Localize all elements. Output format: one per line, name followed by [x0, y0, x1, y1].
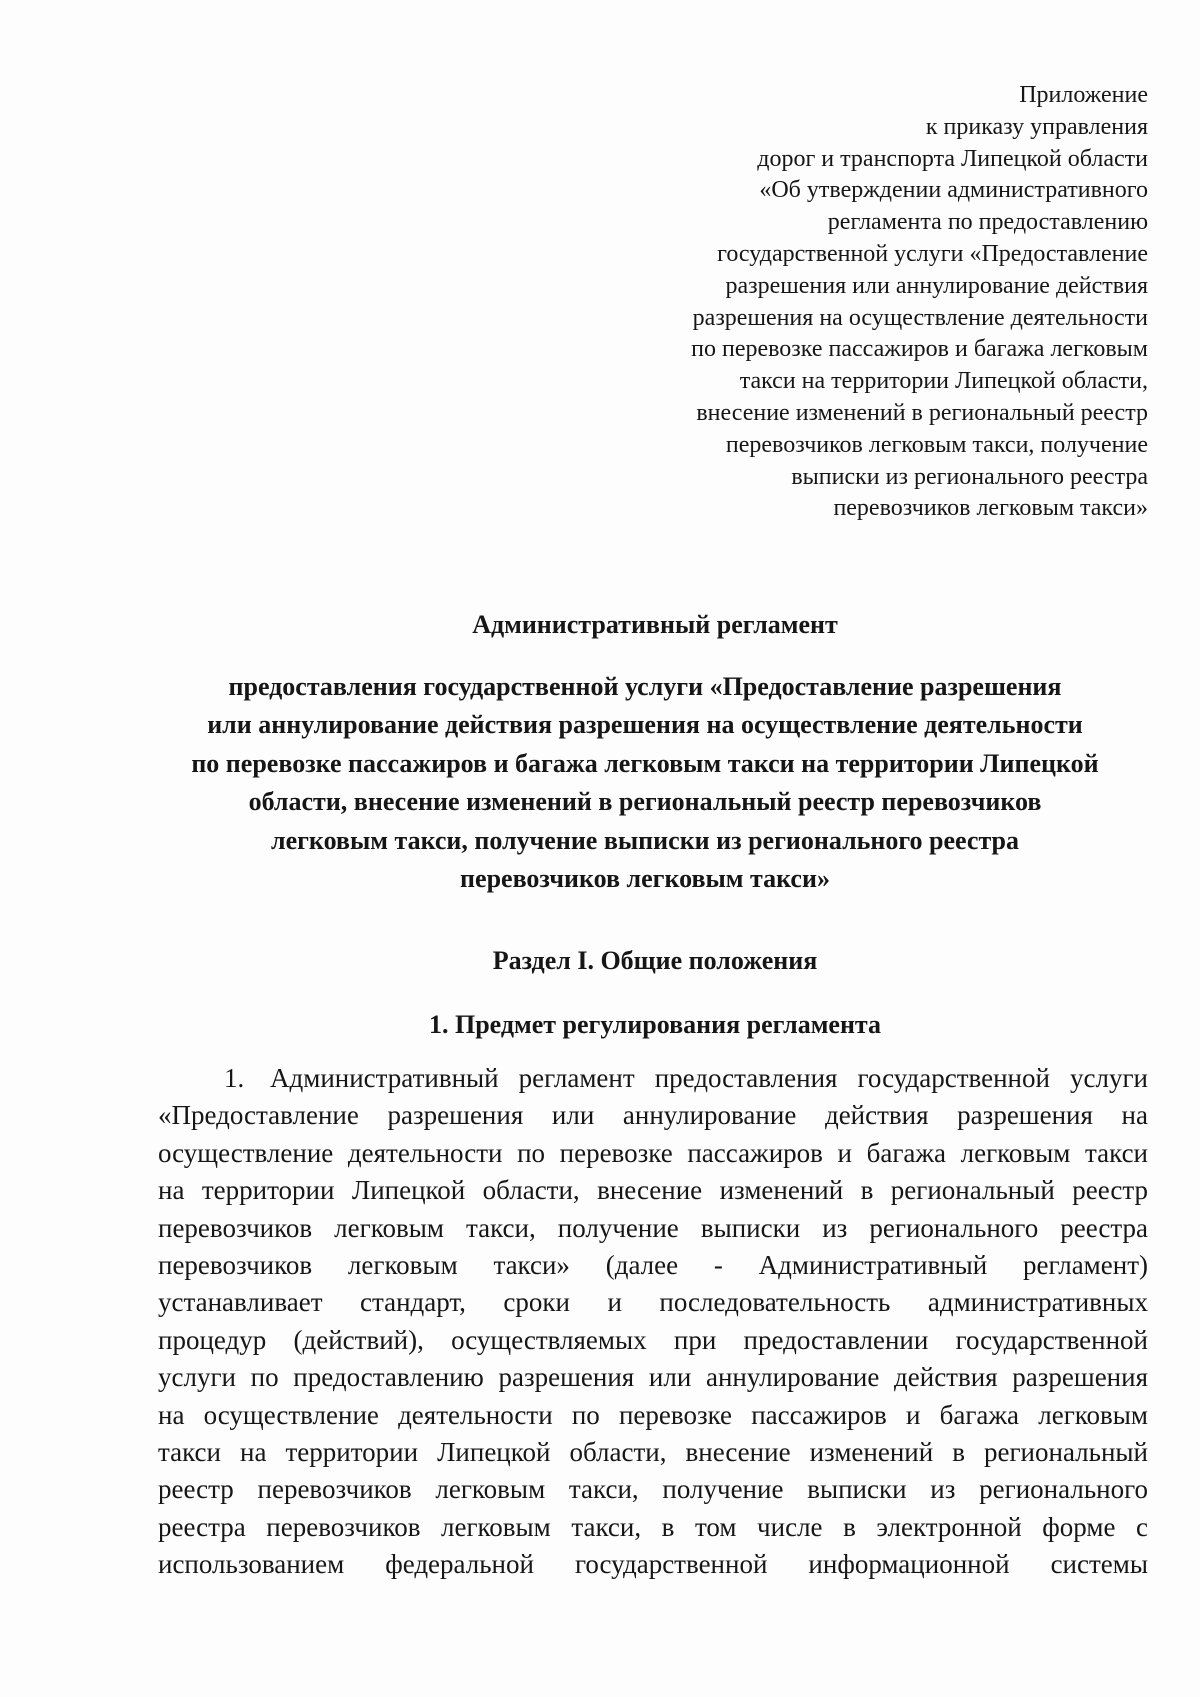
section-title: Раздел I. Общие положения [492, 946, 818, 975]
subtitle-line: предоставления государственной услуги «Предоставление разрешения [228, 672, 1062, 701]
appendix-line: перевозчиков легковым такси» [833, 495, 1148, 522]
paragraph-body [158, 1060, 1148, 1584]
subsection-title: 1. Предмет регулирования регламента [428, 1010, 882, 1039]
paragraph-line: услуги по предоставлению разрешения или аннулирование действия разрешения [158, 1362, 1148, 1393]
appendix-line: «Об утверждении административного [759, 177, 1148, 204]
paragraph-line-text: Административный регламент предоставления государственной услуги [270, 1063, 1148, 1093]
paragraph-line: реестра перевозчиков легковым такси, в том числе в электронной форме с [158, 1511, 1148, 1542]
appendix-block [588, 80, 1148, 525]
paragraph-line: процедур (действий), осуществляемых при предоставлении государственной [158, 1324, 1148, 1355]
paragraph-line: устанавливает стандарт, сроки и последовательность административных [158, 1287, 1148, 1318]
appendix-line: перевозчиков легковым такси, получение [725, 431, 1148, 458]
appendix-line: такси на территории Липецкой области, [739, 368, 1148, 395]
document-title: Административный регламент [472, 610, 838, 639]
appendix-line: регламента по предоставлению [827, 209, 1148, 236]
paragraph-line: на территории Липецкой области, внесение изменений в региональный реестр [158, 1175, 1148, 1206]
appendix-line: дорог и транспорта Липецкой области [757, 145, 1148, 172]
appendix-line: к приказу управления [925, 113, 1148, 140]
paragraph-number: 1. [224, 1063, 245, 1093]
subtitle-line: области, внесение изменений в региональный реестр перевозчиков [248, 787, 1042, 817]
appendix-line: Приложение [1019, 82, 1148, 108]
appendix-line: государственной услуги «Предоставление [717, 240, 1148, 267]
appendix-line: внесение изменений в региональный реестр [696, 399, 1148, 426]
subtitle-line: легковым такси, получение выписки из регионального реестра [271, 825, 1019, 855]
paragraph-line: перевозчиков легковым такси, получение выписки из регионального реестра [158, 1212, 1148, 1243]
paragraph-line [158, 1060, 1148, 1097]
subtitle-line: или аннулирование действия разрешения на осуществление деятельности [207, 710, 1083, 740]
subtitle-line: по перевозке пассажиров и багажа легковым такси на территории Липецкой [191, 748, 1099, 778]
appendix-line: разрешения или аннулирование действия [725, 272, 1148, 299]
paragraph-line: такси на территории Липецкой области, внесение изменений в региональный [158, 1437, 1148, 1468]
appendix-line: разрешения на осуществление деятельности [692, 304, 1148, 331]
appendix-line: выписки из регионального реестра [791, 463, 1148, 490]
paragraph-line: перевозчиков легковым такси» (далее - Административный регламент) [158, 1250, 1148, 1281]
document-subtitle [150, 668, 1140, 898]
paragraph-line: осуществление деятельности по перевозке пассажиров и багажа легковым такси [158, 1137, 1148, 1168]
paragraph-line: «Предоставление разрешения или аннулирование действия разрешения на [158, 1100, 1148, 1131]
appendix-line: по перевозке пассажиров и багажа легковым [691, 336, 1148, 363]
paragraph-line: на осуществление деятельности по перевозке пассажиров и багажа легковым [158, 1399, 1148, 1430]
paragraph-line: использованием федеральной государственной информационной системы [158, 1549, 1148, 1580]
subtitle-line: перевозчиков легковым такси» [460, 864, 830, 894]
paragraph-line: реестр перевозчиков легковым такси, получение выписки из регионального [158, 1474, 1148, 1505]
